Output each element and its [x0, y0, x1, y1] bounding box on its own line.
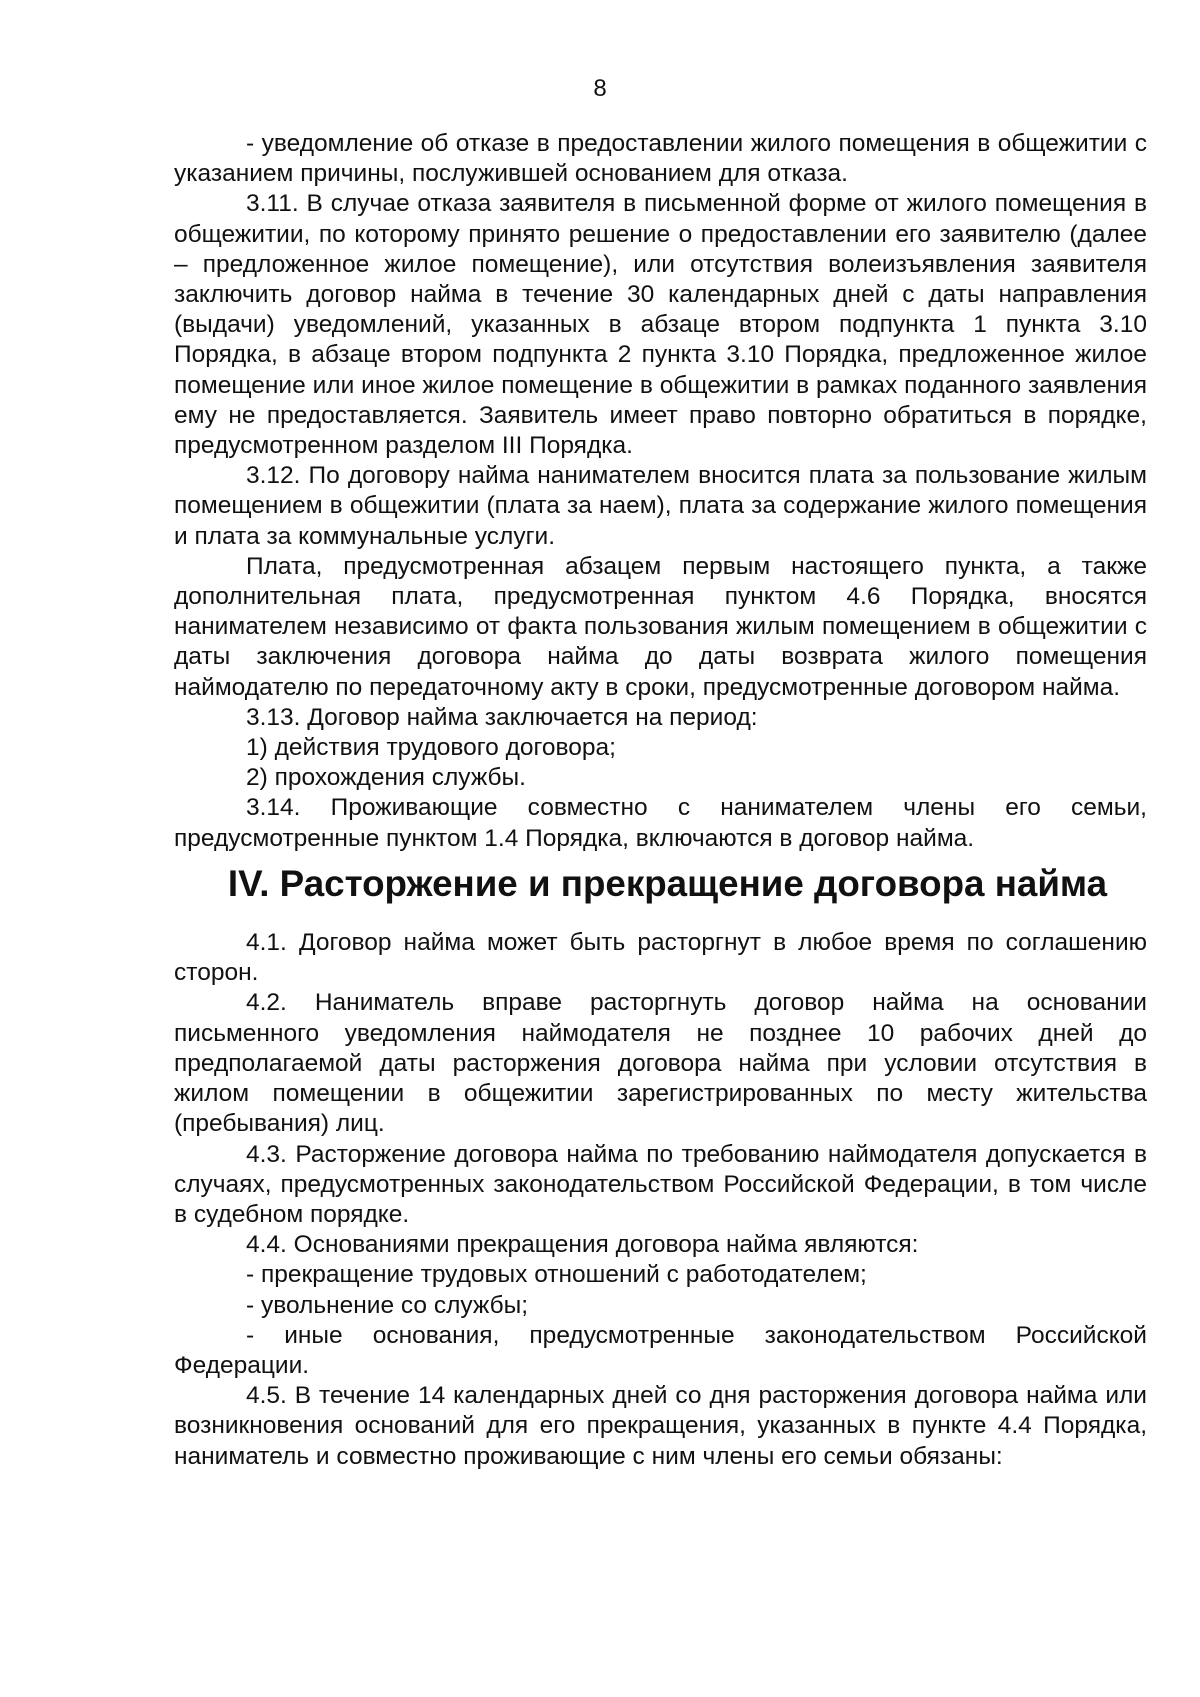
paragraph-4-2: 4.2. Наниматель вправе расторгнуть договор найма на основании письменного уведомления наймодателя не позднее 10 рабочих дней до предполагаемой даты расторжения договора найма при условии отсутствия в жилом помещении в общежитии зарегистрированных по месту жительства (пребывания) лиц.	[174, 989, 1147, 1138]
document-body	[174, 129, 1147, 1472]
paragraph-3-12: 3.12. По договору найма нанимателем вносится плата за пользование жилым помещением в общежитии (плата за наем), плата за содержание жилого помещения и плата за коммунальные услуги.	[174, 462, 1147, 550]
paragraph-3-11: 3.11. В случае отказа заявителя в письменной форме от жилого помещения в общежитии, по которому принято решение о предоставлении его заявителю (далее – предложенное жилое помещение), или отсутствия волеизъявления заявителя заключить договор найма в течение 30 календарных дней с даты направления (выдачи) уведомлений, указанных в абзаце втором подпункта 1 пункта 3.10 Порядка, в абзаце втором подпункта 2 пункта 3.10 Порядка, предложенное жилое помещение или иное жилое помещение в общежитии в рамках поданного заявления ему не предоставляется. Заявитель имеет право повторно обратиться в порядке, предусмотренном разделом III Порядка.	[174, 190, 1147, 460]
paragraph-refusal-notice: - уведомление об отказе в предоставлении жилого помещения в общежитии с указанием причины, послужившей основанием для отказа.	[174, 130, 1147, 188]
paragraph-3-12-payment: Плата, предусмотренная абзацем первым настоящего пункта, а также дополнительная плата, предусмотренная пунктом 4.6 Порядка, вносятся нанимателем независимо от факта пользования жилым помещением в общежитии с даты заключения договора найма до даты возврата жилого помещения наймодателю по передаточному акту в сроки, предусмотренные договором найма.	[174, 552, 1147, 701]
page-number: 8	[593, 75, 607, 102]
paragraph-3-13: 3.13. Договор найма заключается на период:	[246, 703, 758, 731]
paragraph-4-3: 4.3. Расторжение договора найма по требованию наймодателя допускается в случаях, предусмотренных законодательством Российской Федерации, в том числе в судебном порядке.	[174, 1140, 1147, 1228]
paragraph-3-14: 3.14. Проживающие совместно с нанимателем члены его семьи, предусмотренные пунктом 1.4 Порядка, включаются в договор найма.	[174, 794, 1147, 852]
list-item-other-grounds: - иные основания, предусмотренные законодательством Российской Федерации.	[174, 1321, 1147, 1379]
paragraph-4-1: 4.1. Договор найма может быть расторгнут в любое время по соглашению сторон.	[174, 929, 1147, 987]
section-heading: IV. Расторжение и прекращение договора найма	[227, 862, 1108, 904]
paragraph-4-5: 4.5. В течение 14 календарных дней со дня расторжения договора найма или возникновения оснований для его прекращения, указанных в пункте 4.4 Порядка, наниматель и совместно проживающие с ним члены его семьи обязаны:	[174, 1382, 1147, 1470]
paragraph-4-4: 4.4. Основаниями прекращения договора найма являются:	[246, 1231, 919, 1259]
list-item-dismissal: - увольнение со службы;	[246, 1291, 529, 1319]
list-item-labor-contract: 1) действия трудового договора;	[246, 734, 616, 762]
list-item-service: 2) прохождения службы.	[246, 764, 526, 792]
list-item-termination-labor: - прекращение трудовых отношений с работодателем;	[246, 1261, 867, 1289]
